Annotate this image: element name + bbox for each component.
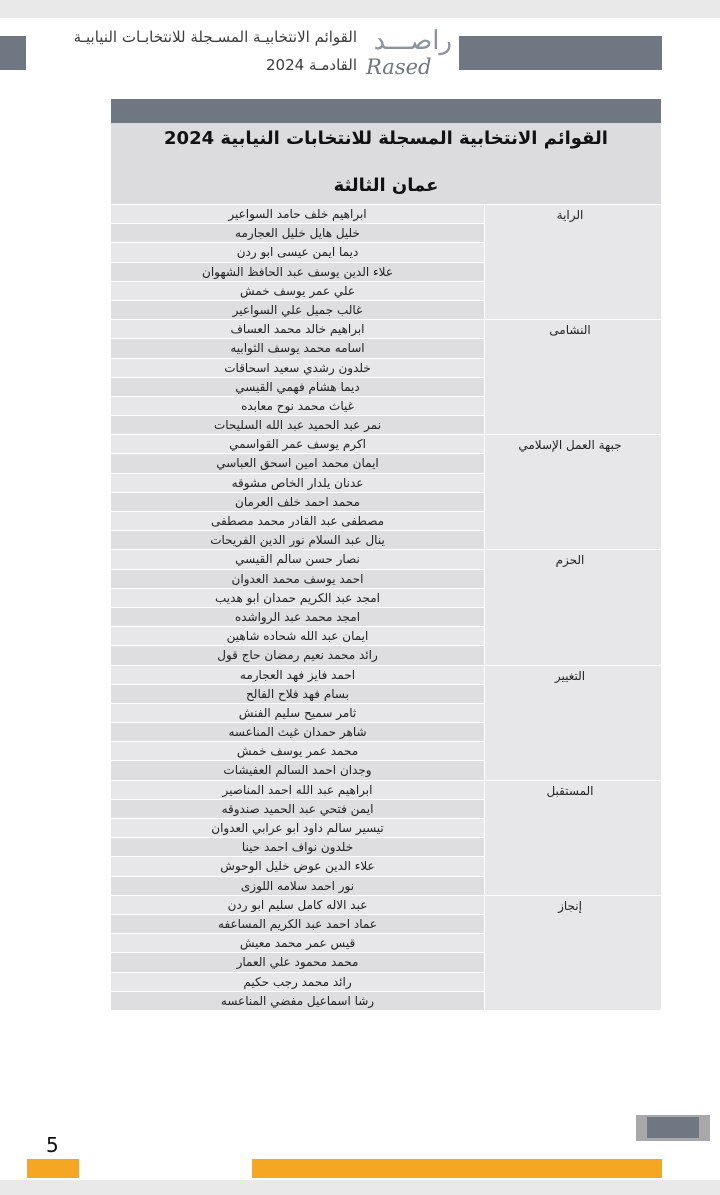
district-name: عمان الثالثة bbox=[333, 175, 439, 196]
header-subtitle: القادمـة 2024 bbox=[265, 56, 357, 74]
party-group bbox=[111, 781, 661, 896]
candidate-names bbox=[111, 320, 484, 435]
candidate-name: احمد يوسف محمد العدوان bbox=[111, 570, 484, 589]
header-bar-left bbox=[0, 36, 26, 70]
candidate-names bbox=[111, 435, 484, 550]
candidate-name: عبد الاله كامل سليم ابو ردن bbox=[111, 896, 484, 915]
candidate-name: ديما ايمن عيسى ابو ردن bbox=[111, 243, 484, 262]
candidate-name: ابراهيم خالد محمد العساف bbox=[111, 320, 484, 339]
candidate-names bbox=[111, 896, 484, 1011]
candidate-name: ديما هشام فهمي القيسي bbox=[111, 378, 484, 397]
candidate-name: علاء الدين عوض خليل الوحوش bbox=[111, 857, 484, 876]
candidate-name: ايمان عبد الله شحاده شاهين bbox=[111, 627, 484, 646]
party-name-cell bbox=[484, 550, 661, 665]
candidate-names bbox=[111, 666, 484, 781]
candidate-name: مصطفى عبد القادر محمد مصطفى bbox=[111, 512, 484, 531]
party-name: النشامى bbox=[549, 323, 591, 338]
candidate-name: محمد عمر يوسف خمش bbox=[111, 742, 484, 761]
header-bar-right bbox=[459, 36, 662, 70]
table-header-strip bbox=[111, 99, 661, 123]
party-name: الحزم bbox=[555, 553, 585, 568]
table-title-box bbox=[111, 123, 661, 205]
candidate-name: احمد فايز فهد العجارمه bbox=[111, 666, 484, 685]
candidate-name: غياث محمد نوح معابده bbox=[111, 397, 484, 416]
rased-logo bbox=[366, 26, 452, 80]
candidate-name: نور احمد سلامه اللوزى bbox=[111, 877, 484, 896]
logo-english-text: Rased bbox=[366, 55, 432, 79]
candidate-name: اسامه محمد يوسف الثوابيه bbox=[111, 339, 484, 358]
party-name-cell bbox=[484, 435, 661, 550]
candidate-name: رائد محمد نعيم رمضان حاج قول bbox=[111, 646, 484, 665]
candidate-name: محمد محمود علي العمار bbox=[111, 953, 484, 972]
candidate-name: خلدون نواف احمد حينا bbox=[111, 838, 484, 857]
candidate-name: خلدون رشدي سعيد اسحاقات bbox=[111, 359, 484, 378]
page-number: 5 bbox=[46, 1133, 59, 1157]
candidate-name: رشا اسماعيل مفضي المناعسه bbox=[111, 992, 484, 1011]
candidate-name: اكرم يوسف عمر القواسمي bbox=[111, 435, 484, 454]
party-name-cell bbox=[484, 896, 661, 1011]
candidate-name: علي عمر يوسف خمش bbox=[111, 282, 484, 301]
candidate-name: عدنان يلدار الخاص مشوقه bbox=[111, 474, 484, 493]
top-strip bbox=[0, 0, 720, 18]
footer-accent-right bbox=[252, 1159, 662, 1178]
party-name: جبهة العمل الإسلامي bbox=[518, 438, 622, 453]
candidate-name: ثامر سميح سليم الفنش bbox=[111, 704, 484, 723]
candidate-name: عماد احمد عبد الكريم المساعفه bbox=[111, 915, 484, 934]
party-name: التغيير bbox=[554, 668, 586, 683]
party-name-cell bbox=[484, 205, 661, 320]
candidate-name: غالب جميل علي السواعير bbox=[111, 301, 484, 320]
candidate-name: ايمان محمد امين اسحق العباسي bbox=[111, 454, 484, 473]
footer-tab bbox=[647, 1117, 699, 1138]
party-group bbox=[111, 666, 661, 781]
candidate-name: ابراهيم خلف حامد السواعير bbox=[111, 205, 484, 224]
candidate-names bbox=[111, 205, 484, 320]
candidate-name: خليل هايل خليل العجارمه bbox=[111, 224, 484, 243]
candidate-name: محمد احمد خلف العرمان bbox=[111, 493, 484, 512]
party-name-cell bbox=[484, 320, 661, 435]
party-name: الراية bbox=[556, 208, 584, 222]
party-name-cell bbox=[484, 781, 661, 896]
footer-accent-left bbox=[27, 1159, 79, 1178]
party-name: إنجاز bbox=[558, 898, 582, 913]
candidate-names bbox=[111, 550, 484, 665]
party-name-cell bbox=[484, 666, 661, 781]
header-title: القوائم الانتخابيـة المسـجلة للانتخابـات النيابيـة bbox=[73, 28, 357, 46]
bottom-strip bbox=[0, 1180, 720, 1195]
party-group bbox=[111, 205, 661, 320]
candidate-name: وجدان احمد السالم العفيشات bbox=[111, 761, 484, 780]
party-group bbox=[111, 550, 661, 665]
table-title: القوائم الانتخابية المسجلة للانتخابات النيابية 2024 bbox=[164, 128, 608, 149]
candidate-name: نمر عبد الحميد عبد الله السليحات bbox=[111, 416, 484, 435]
candidate-name: قيس عمر محمد معيش bbox=[111, 934, 484, 953]
party-group bbox=[111, 435, 661, 550]
logo-arabic-text: راصـــد bbox=[373, 26, 452, 56]
candidate-name: ينال عبد السلام نور الدين الفريحات bbox=[111, 531, 484, 550]
candidate-name: ابراهيم عبد الله احمد المناصير bbox=[111, 781, 484, 800]
candidate-name: رائد محمد رجب حكيم bbox=[111, 973, 484, 992]
candidate-name: امجد محمد عبد الرواشده bbox=[111, 608, 484, 627]
candidate-name: بسام فهد فلاح الفالح bbox=[111, 685, 484, 704]
candidate-name: نصار حسن سالم القيسي bbox=[111, 550, 484, 569]
candidate-name: شاهر حمدان غيث المناعسه bbox=[111, 723, 484, 742]
candidate-name: علاء الدين يوسف عبد الحافظ الشهوان bbox=[111, 263, 484, 282]
party-group bbox=[111, 896, 661, 1011]
party-name: المستقبل bbox=[546, 783, 594, 798]
candidate-names bbox=[111, 781, 484, 896]
party-group bbox=[111, 320, 661, 435]
candidate-name: ايمن فتحي عبد الحميد صندوقه bbox=[111, 800, 484, 819]
candidate-lists-table bbox=[111, 99, 661, 1011]
candidate-name: امجد عبد الكريم حمدان ابو هديب bbox=[111, 589, 484, 608]
party-groups bbox=[111, 205, 661, 1011]
candidate-name: تيسير سالم داود ابو عرابي العدوان bbox=[111, 819, 484, 838]
